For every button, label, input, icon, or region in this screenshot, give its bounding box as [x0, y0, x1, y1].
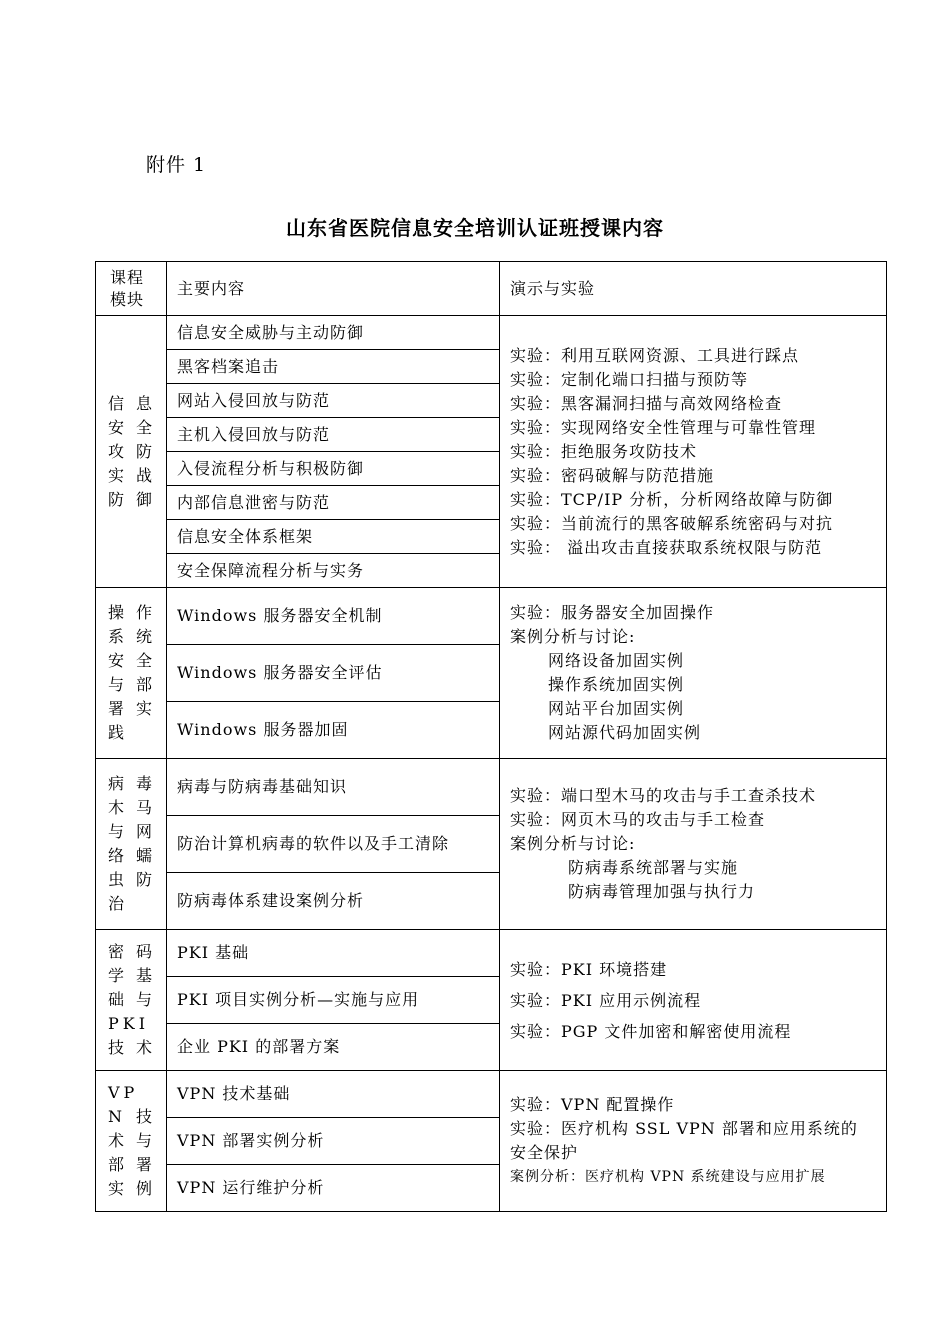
- table-row: [96, 1071, 887, 1118]
- demo-cell: [500, 316, 887, 588]
- demo-line: 实验：PGP 文件加密和解密使用流程: [510, 1021, 792, 1041]
- content-item: 信息安全威胁与主动防御: [167, 316, 500, 350]
- demo-line: 网络设备加固实例: [548, 651, 685, 670]
- demo-line: 网站平台加固实例: [548, 699, 685, 718]
- demo-line: 案例分析与讨论:: [510, 627, 636, 646]
- content-item: 入侵流程分析与积极防御: [167, 452, 500, 486]
- module-cell: VPN 技术与部署实例: [96, 1071, 167, 1212]
- content-item: VPN 部署实例分析: [167, 1118, 500, 1165]
- content-item: Windows 服务器加固: [167, 702, 500, 759]
- content-item: 网站入侵回放与防范: [167, 384, 500, 418]
- content-item: 黑客档案追击: [167, 350, 500, 384]
- demo-line: 实验：端口型木马的攻击与手工查杀技术: [510, 786, 817, 805]
- demo-line: 实验：PKI 应用示例流程: [510, 990, 702, 1010]
- demo-cell: [500, 930, 887, 1071]
- demo-line: 实验：拒绝服务攻防技术: [510, 441, 698, 461]
- demo-line: 实验：黑客漏洞扫描与高效网络检查: [510, 393, 783, 413]
- demo-line: 实验：VPN 配置操作: [510, 1095, 675, 1114]
- attachment-label: 附件 1: [146, 154, 207, 176]
- module-cell: 操作系统安全与部署实践: [96, 588, 167, 759]
- content-item: 病毒与防病毒基础知识: [167, 759, 500, 816]
- content-item: 内部信息泄密与防范: [167, 486, 500, 520]
- demo-cell: [500, 1071, 887, 1212]
- module-cell: 病毒木马与网络蠕虫防治: [96, 759, 167, 930]
- content-item: 安全保障流程分析与实务: [167, 554, 500, 588]
- demo-line: 实验：PKI 环境搭建: [510, 959, 668, 979]
- demo-line: 案例分析与讨论:: [510, 834, 636, 853]
- table-row: [96, 759, 887, 816]
- demo-line: 实验：密码破解与防范措施: [510, 465, 715, 485]
- demo-line: 网站源代码加固实例: [548, 723, 702, 742]
- table-row: [96, 588, 887, 645]
- content-item: 防病毒体系建设案例分析: [167, 873, 500, 930]
- header-demo: 演示与实验: [500, 262, 887, 316]
- demo-line: 实验：医疗机构 SSL VPN 部署和应用系统的: [510, 1119, 858, 1138]
- demo-line: 防病毒管理加强与执行力: [568, 882, 756, 901]
- content-item: 信息安全体系框架: [167, 520, 500, 554]
- demo-line: 实验：实现网络安全性管理与可靠性管理: [510, 417, 817, 437]
- content-item: VPN 运行维护分析: [167, 1165, 500, 1212]
- demo-line: 实验： 溢出攻击直接获取系统权限与防范: [510, 537, 823, 557]
- header-main-content: 主要内容: [167, 262, 500, 316]
- header-module: 课程 模块: [96, 262, 167, 316]
- demo-line: 实验：网页木马的攻击与手工检查: [510, 810, 766, 829]
- demo-cell: [500, 759, 887, 930]
- content-item: PKI 项目实例分析—实施与应用: [167, 977, 500, 1024]
- course-table: [95, 261, 887, 1212]
- module-cell: 密码学基础与 PKI 技术: [96, 930, 167, 1071]
- content-item: Windows 服务器安全机制: [167, 588, 500, 645]
- content-item: VPN 技术基础: [167, 1071, 500, 1118]
- demo-cell: [500, 588, 887, 759]
- demo-line: 操作系统加固实例: [548, 675, 685, 694]
- demo-line: 案例分析：医疗机构 VPN 系统建设与应用扩展: [510, 1169, 826, 1185]
- demo-line: 实验：TCP/IP 分析，分析网络故障与防御: [510, 489, 834, 509]
- table-row: [96, 930, 887, 977]
- document-title: 山东省医院信息安全培训认证班授课内容: [286, 216, 664, 240]
- content-item: 防治计算机病毒的软件以及手工清除: [167, 816, 500, 873]
- table-header-row: [96, 262, 887, 316]
- module-cell: 信息安全攻防实战防御: [96, 316, 167, 588]
- demo-line: 实验：定制化端口扫描与预防等: [510, 369, 749, 389]
- demo-line: 实验：当前流行的黑客破解系统密码与对抗: [510, 513, 834, 533]
- content-item: PKI 基础: [167, 930, 500, 977]
- content-item: Windows 服务器安全评估: [167, 645, 500, 702]
- content-item: 企业 PKI 的部署方案: [167, 1024, 500, 1071]
- demo-line: 防病毒系统部署与实施: [568, 858, 739, 877]
- demo-line: 实验：利用互联网资源、工具进行踩点: [510, 345, 800, 365]
- table-row: [96, 316, 887, 350]
- demo-line: 安全保护: [510, 1143, 579, 1162]
- content-item: 主机入侵回放与防范: [167, 418, 500, 452]
- demo-line: 实验：服务器安全加固操作: [510, 603, 715, 622]
